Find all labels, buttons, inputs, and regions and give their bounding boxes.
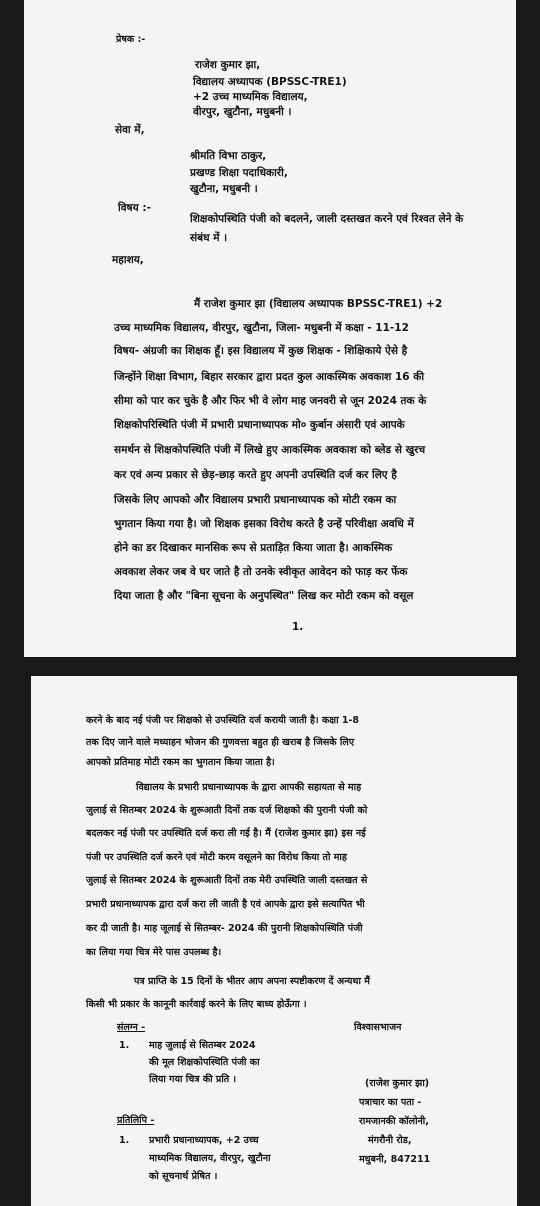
body-line: जिसके लिए आपको और विद्यालय प्रभारी प्रधानाध्यापक को मोटी रकम का [114,494,397,506]
subject-line: शिक्षकोपस्थिति पंजी को बदलने, जाली दस्तखत करने एवं रिश्वत लेने के [190,213,464,225]
enclosure-line: की मूल शिक्षकोपस्थिति पंजी का [149,1057,260,1068]
copy-line: माध्यमिक विद्यालय, वीरपुर, खुटौना [149,1153,271,1164]
sender-line: विद्यालय अध्यापक (BPSSC-TRE1) [193,76,347,88]
copy-line: को सूचनार्थ प्रेषित । [149,1171,218,1182]
sender-line: वीरपुर, खुटौना, मधुबनी । [193,106,292,118]
body-line: भुगतान किया गया है। जो शिक्षक इसका विरोध करते है उन्हें परिवीक्षा अवधि में [114,518,414,530]
signature-name: (राजेश कुमार झा) [365,1078,430,1089]
page-number: 1. [292,621,304,633]
body-line: पंजी पर उपस्थिति दर्ज करने एवं मोटी करम वसूलने का विरोध किया तो माह [86,852,347,863]
body-line: दिया जाता है और "बिना सूचना के अनुपस्थित" लिख कर मोटी रकम को वसूल [114,590,414,602]
body-line: पत्र प्राप्ति के 15 दिनों के भीतर आप अपना स्पष्टीकरण दें अन्यथा मैं [134,976,370,987]
recipient-line: प्रखण्ड शिक्षा पदाधिकारी, [190,167,288,179]
address-line: मंगरौनी रोड, [368,1135,412,1146]
recipient-line: श्रीमति विभा ठाकुर, [190,150,267,162]
copy-label: प्रतिलिपि - [117,1115,155,1126]
sender-line: राजेश कुमार झा, [195,59,261,71]
body-line: होने का डर दिखाकर मानसिक रूप से प्रताड़ित किया जाता है। आकस्मिक [114,542,393,554]
body-line: जुलाई से सितम्बर 2024 के शुरूआती दिनों तक दर्ज शिक्षको की पुरानी पंजी को [86,805,368,816]
sender-line: +2 उच्च माध्यमिक विद्यालय, [193,91,308,103]
body-line: सीमा को पार कर चुके है और फिर भी वे लोग माह जनवरी से जून 2024 तक के [114,395,427,407]
letter-page-1 [24,0,516,657]
body-line: अवकाश लेकर जब वे घर जाते है तो उनके स्वीकृत आवेदन को फाड़ कर फेंक [114,566,408,578]
address-line: पत्राचार का पता - [359,1097,422,1108]
to-label: सेवा में, [115,124,145,136]
body-line: करने के बाद नई पंजी पर शिक्षको से उपस्थिति दर्ज करायी जाती है। कक्षा 1-8 [86,715,359,726]
subject-label: विषय :- [118,202,151,214]
body-line: उच्च माध्यमिक विद्यालय, वीरपुर, खुटौना, जिला- मधुबनी में कक्षा - 11-12 [114,322,409,334]
body-line: किसी भी प्रकार के कानूनी कार्रवाई करने के लिए बाध्य होऊँगा । [86,999,307,1010]
body-line: कर एवं अन्य प्रकार से छेड़-छाड़ करते हुए अपनी उपस्थिति दर्ज कर लिए है [114,469,397,481]
closing: विश्वासभाजन [354,1022,402,1033]
enclosure-line: लिया गया चित्र की प्रति । [149,1074,237,1085]
copy-number: 1. [119,1135,130,1146]
enclosure-number: 1. [119,1040,130,1051]
body-line: आपको प्रतिमाह मोटी रकम का भुगतान किया जाता है। [86,757,275,768]
address-line: मधुबनी, 847211 [359,1154,431,1165]
address-line: रामजानकी कॉलोनी, [359,1116,429,1127]
body-line: बदलकर नई पंजी पर उपस्थिति दर्ज करा ली गई है। मैं (राजेश कुमार झा) इस नई [86,828,366,839]
sender-label: प्रेषक :- [116,34,146,45]
body-line: का लिया गया चित्र मेरे पास उपलब्ध है। [86,947,222,958]
recipient-line: खुटौना, मधुबनी । [190,183,258,195]
body-line: जिन्होंने शिक्षा विभाग, बिहार सरकार द्वारा प्रदत कुल आकस्मिक अवकाश 16 की [114,371,425,383]
enclosure-line: माह जुलाई से सितम्बर 2024 [149,1040,256,1051]
copy-line: प्रभारी प्रधानाध्यापक, +2 उच्च [149,1135,259,1146]
body-line: समर्थन से शिक्षकोपस्थिति पंजी में लिखे हुए आकस्मिक अवकाश को ब्लेड से खुरच [114,444,426,456]
body-line: जुलाई से सितम्बर 2024 के शुरूआती दिनों तक मेरी उपस्थिति जाली दस्तखत से [86,875,368,886]
body-line: प्रभारी प्रधानाध्यापक द्वारा दर्ज करा ली जाती है एवं आपके द्वारा इसे सत्यापित भी [86,899,365,910]
body-line: विद्यालय के प्रभारी प्रधानाध्यापक के द्वारा आपकी सहायता से माह [136,782,362,793]
body-line: विषय- अंग्रजी का शिक्षक हूँ। इस विद्यालय में कुछ शिक्षक - शिक्षिकाये ऐसे है [114,345,408,357]
body-line: शिक्षकोपरिस्थिति पंजी में प्रभारी प्रधानाध्यापक मो० कुर्बान अंसारी एवं आपके [114,419,405,431]
body-line: कर दी जाती है। माह जूलाई से सितम्बर- 2024 की पुरानी शिक्षकोपस्थिति पंजी [86,923,363,934]
enclosure-label: संलग्न - [117,1022,146,1033]
body-line: तक दिए जाने वाले मध्याहन भोजन की गुणवत्ता बहुत ही खराब है जिसके लिए [86,737,355,748]
salutation: महाशय, [112,254,144,266]
subject-line: संबंध में । [190,232,228,244]
letter-page-2 [31,676,517,1206]
body-line: मैं राजेश कुमार झा (विद्यालय अध्यापक BPSSC-TRE1) +2 [194,298,443,310]
